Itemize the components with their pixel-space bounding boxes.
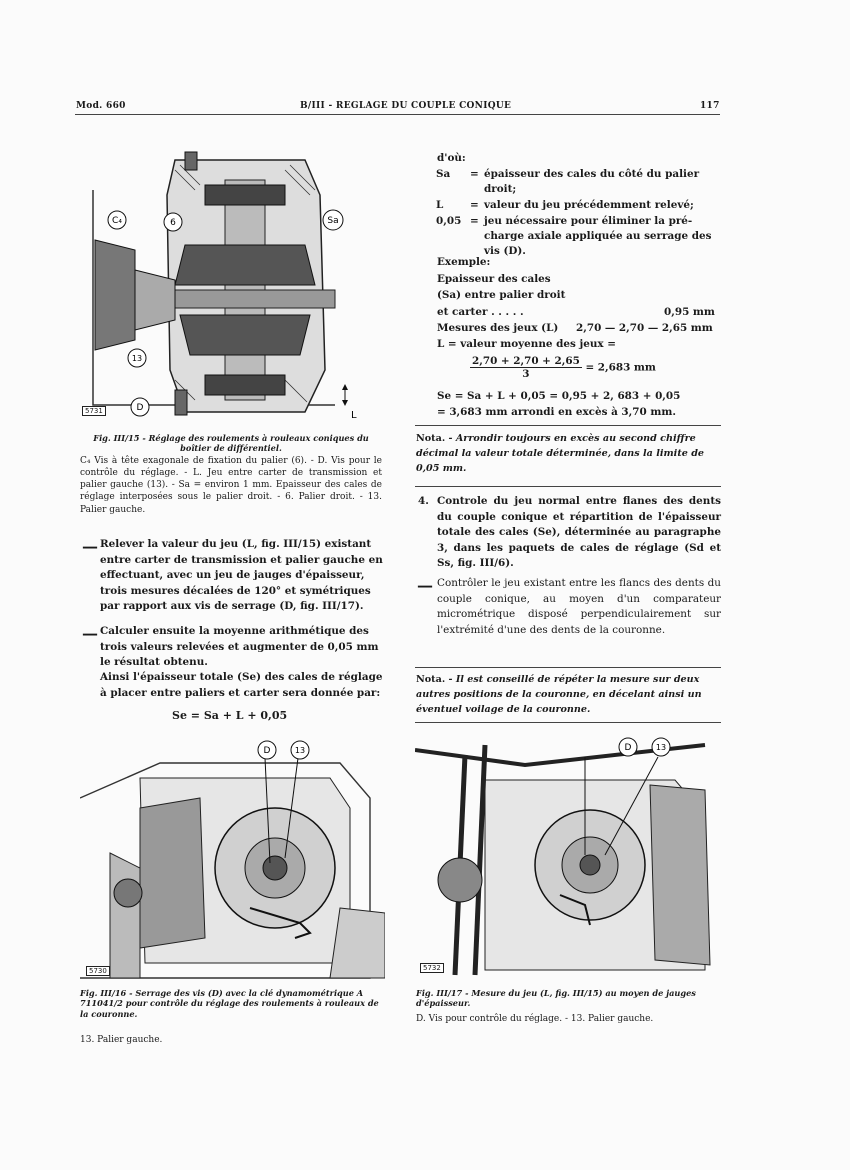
fig15-label-13: 13 xyxy=(131,354,143,363)
header-rule xyxy=(75,114,720,115)
fig17-id: 5732 xyxy=(420,963,444,973)
fig15-id: 5731 xyxy=(82,406,106,416)
fig15-caption-title: Fig. III/15 - Réglage des roulements à rouleaux coniques du boîtier de différentiel. xyxy=(93,433,369,454)
dash-marker: — xyxy=(82,624,98,643)
fig15-label-6: 6 xyxy=(170,218,176,228)
example-line-7: = 3,683 mm arrondi en excès à 3,70 mm. xyxy=(437,406,676,418)
nota-2-text: - Il est conseillé de répéter la mesure sur deux autres positions de la couronne, en décelant ainsi un éventuel voilage de la couronne. xyxy=(416,674,702,715)
nota-2-label: Nota. xyxy=(416,674,446,685)
nota-2 xyxy=(416,673,721,718)
fig16-caption-title: Fig. III/16 - Serrage des vis (D) avec la clé dynamométrique A 711041/2 pour contrôle du réglage des roulements à rouleaux de la couronne. xyxy=(80,988,379,1019)
fig17-label-13: 13 xyxy=(655,743,667,752)
example-line-3-label: et carter . . . . . xyxy=(437,306,524,318)
nota-rule xyxy=(415,722,721,723)
left-formula: Se = Sa + L + 0,05 xyxy=(172,709,288,722)
nota-rule xyxy=(415,667,721,668)
fig17-caption-text: D. Vis pour contrôle du réglage. - 13. Palier gauche. xyxy=(416,1014,654,1024)
right-paragraph-4: Contrôler le jeu existant entre les flancs des dents du couple conique, au moyen d'un comparateur micrométrique disposé perpendiculairement sur l'extrémité d'une des dents de la couronne. xyxy=(437,577,721,636)
nota-rule xyxy=(415,425,721,426)
definition-text: épaisseur des cales du côté du palier droit; xyxy=(484,168,700,196)
definition-row xyxy=(436,167,721,198)
definition-row xyxy=(436,214,721,260)
example-fraction xyxy=(470,355,656,380)
fig17-caption-title: Fig. III/17 - Mesure du jeu (L, fig. III/15) au moyen de jauges d'épaisseur. xyxy=(416,988,696,1009)
header-page-number: 117 xyxy=(700,101,720,111)
fraction-numerator: 2,70 + 2,70 + 2,65 xyxy=(472,355,580,367)
example-line-4-value: 2,70 — 2,70 — 2,65 mm xyxy=(576,322,713,334)
nota-1 xyxy=(416,432,721,477)
dou-label: d'où: xyxy=(437,152,466,164)
fig16-label-13: 13 xyxy=(294,746,306,755)
header-section-title: B/III - REGLAGE DU COUPLE CONIQUE xyxy=(300,101,512,111)
section-4-number: 4. xyxy=(418,495,429,507)
definition-equals: = xyxy=(470,199,479,212)
fig15-label-l: L xyxy=(351,410,357,421)
definition-symbol: 0,05 xyxy=(436,215,462,228)
fig15-diagram xyxy=(75,150,385,425)
example-line-1: Epaisseur des cales xyxy=(437,273,551,285)
definition-symbol: Sa xyxy=(436,168,451,180)
nota-1-label: Nota. xyxy=(416,433,446,444)
fig16-caption-text: 13. Palier gauche. xyxy=(80,1035,163,1045)
definitions-table xyxy=(436,167,721,260)
example-title: Exemple: xyxy=(437,256,491,268)
example-line-4-label: Mesures des jeux (L) xyxy=(437,322,559,334)
example-line-5: L = valeur moyenne des jeux = xyxy=(437,338,616,350)
fig15-caption-text: C₄ Vis à tête exagonale de fixation du palier (6). - D. Vis pour le contrôle du réglage. - L. Jeu entre carter de transmission et palier gauche (13). - Sa = environ 1 mm. Epaisseur des cales de réglage interposées sous le palier droit. - 6. Palier droit. - 13. Palier gauche. xyxy=(80,456,382,515)
definition-symbol: L xyxy=(436,199,444,212)
fig16-illustration xyxy=(80,738,385,983)
definition-equals: = xyxy=(470,168,479,180)
nota-1-text: - Arrondir toujours en excès au second chiffre décimal la valeur totale déterminée, dans la limite de 0,05 mm. xyxy=(416,433,704,474)
left-paragraph-3: Ainsi l'épaisseur totale (Se) des cales de réglage à placer entre paliers et carter sera donnée par: xyxy=(100,671,383,699)
definition-text: valeur du jeu précédemment relevé; xyxy=(484,199,694,212)
fig16-id: 5730 xyxy=(86,966,110,976)
fig17-illustration xyxy=(415,735,720,980)
example-line-6: Se = Sa + L + 0,05 = 0,95 + 2, 683 + 0,05 xyxy=(437,390,681,402)
definition-equals: = xyxy=(470,215,479,228)
fig15-label-c4: C₄ xyxy=(112,216,122,226)
nota-rule xyxy=(415,486,721,487)
fraction-result: = 2,683 mm xyxy=(585,361,656,374)
example-line-3-value: 0,95 mm xyxy=(664,306,715,318)
fig15-label-sa: Sa xyxy=(327,216,339,226)
fig16-label-d: D xyxy=(263,746,271,756)
section-4-title: Controle du jeu normal entre flanes des dents du couple conique et répartition de l'épaisseur totale des cales (Se), déterminée au paragraphe 3, dans les paquets de cales de réglage (Sd et Ss, fig. III/6). xyxy=(437,495,721,570)
example-line-2: (Sa) entre palier droit xyxy=(437,289,566,301)
definition-row xyxy=(436,198,721,214)
dash-marker: — xyxy=(82,537,98,556)
dash-marker: — xyxy=(417,576,433,595)
fig15-label-d: D xyxy=(136,403,144,413)
left-paragraph-1: Relever la valeur du jeu (L, fig. III/15) existant entre carter de transmission et palier gauche en effectuant, avec un jeu de jauges d'épaisseur, trois mesures décalées de 120° et symétriques par rapport aux vis de serrage (D, fig. III/17). xyxy=(100,538,383,613)
definition-text: jeu nécessaire pour éliminer la pré-charge axiale appliquée au serrage des vis (D). xyxy=(484,215,712,258)
header-model: Mod. 660 xyxy=(76,101,126,111)
fraction-denominator: 3 xyxy=(522,368,530,380)
fig17-label-d: D xyxy=(624,743,632,753)
left-paragraph-2: Calculer ensuite la moyenne arithmétique des trois valeurs relevées et augmenter de 0,05 mm le résultat obtenu. xyxy=(100,625,379,669)
